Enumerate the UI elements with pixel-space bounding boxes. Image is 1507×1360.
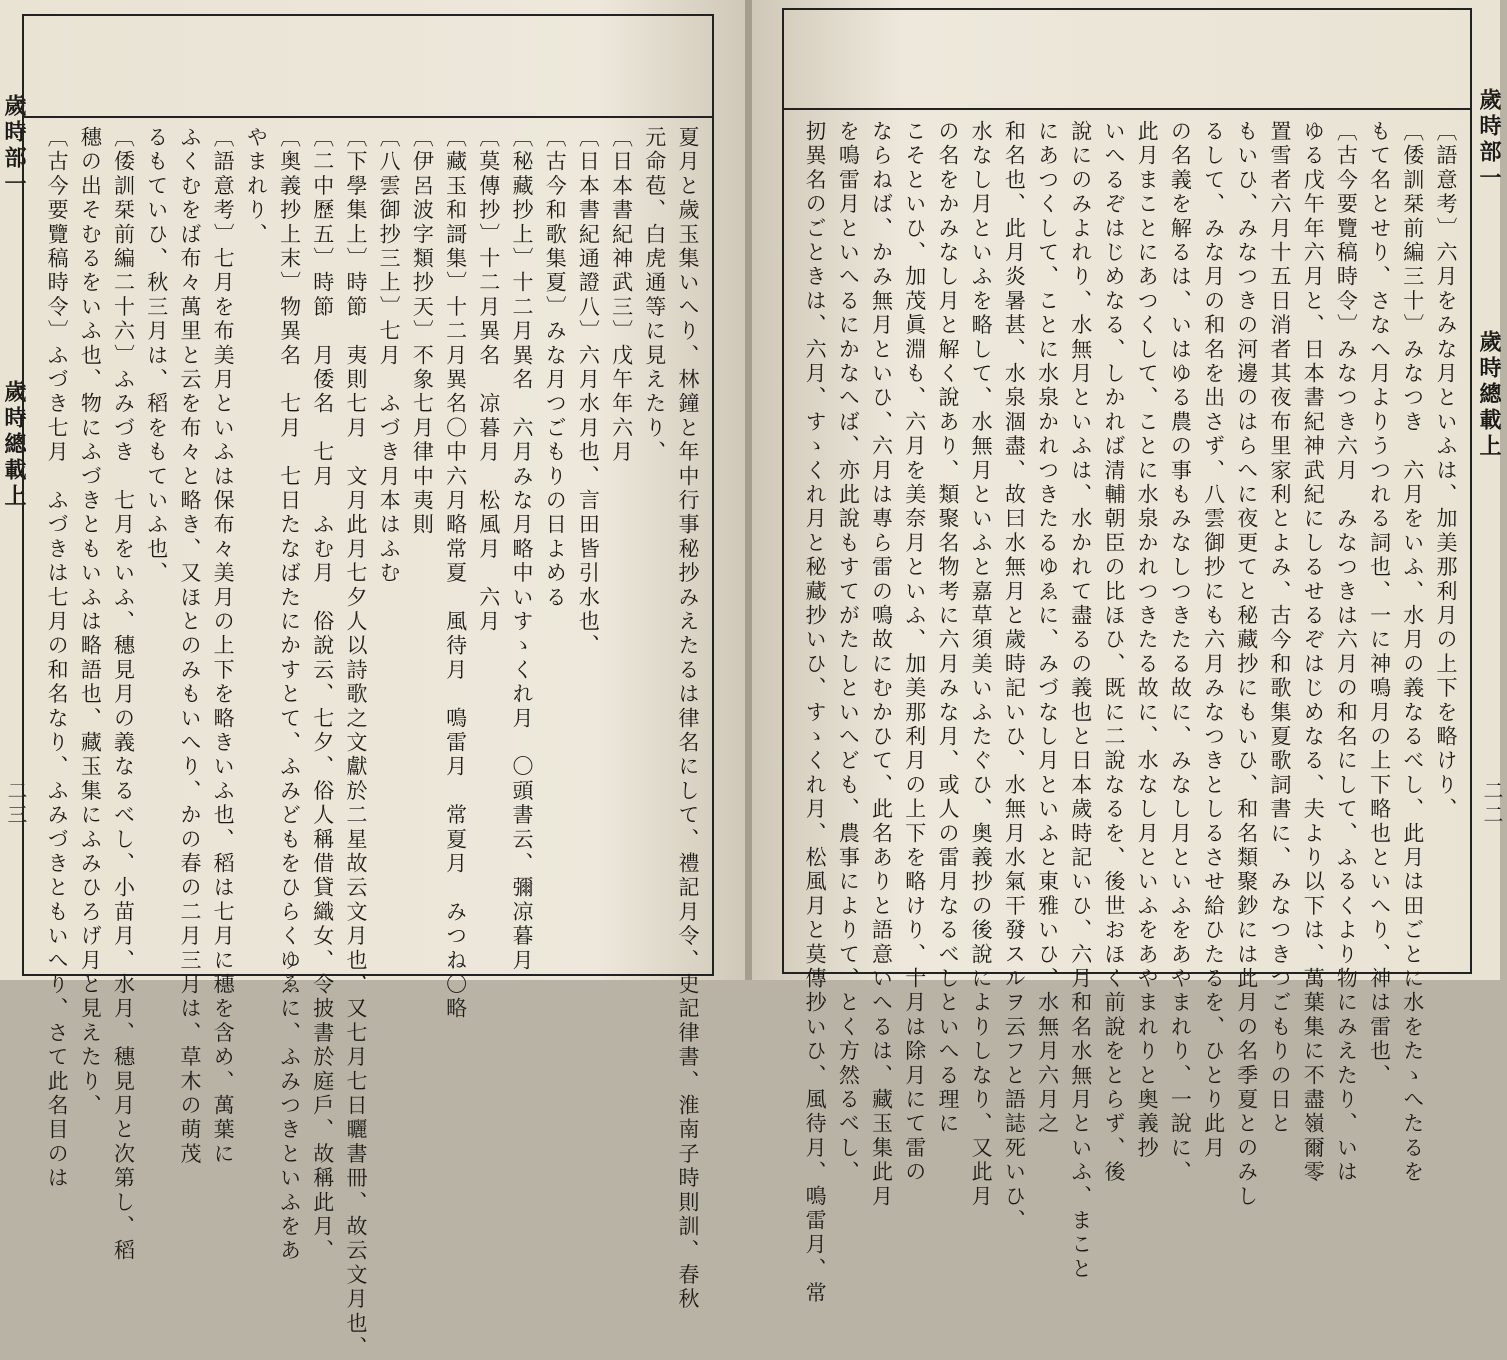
- text-column: 〔語意考〕七月を布美月といふは保布々美月の上下を略きいふ也、稻は七月に穗を含め、萬葉に: [211, 126, 236, 1167]
- right-margin-section: 歲時部一: [1476, 88, 1502, 192]
- text-column: こそといひ、加茂眞淵も、六月を美奈月といふ、加美那利月の上下を略けり、十月は除月にて雷の: [902, 120, 927, 1185]
- left-page: [0, 0, 748, 1360]
- text-column: 〔日本書紀神武三〕戊午年六月: [609, 126, 634, 465]
- text-column: るもていひ、秋三月は、稻をもていふ也、: [144, 126, 169, 586]
- text-column: 〔倭訓栞前編三十〕みなつき 六月をいふ、水月の義なるべし、此月は田ごとに水をたゝへたるを: [1400, 120, 1425, 1185]
- text-column: 元命苞、白虎通等に見えたり、: [642, 126, 667, 465]
- text-column: の名義を解るは、いはゆる農の事もみなしつきたる故に、みなし月といふをあやまれり、一說に、: [1168, 120, 1193, 1185]
- text-column: 〔藏玉和謌集〕十二月異名〇中六月略常夏 風待月 鳴雷月 常夏月 みつね〇略: [443, 126, 468, 1022]
- text-column: 〔倭訓栞前編二十六〕ふみづき 七月をいふ、穗見月の義なるべし、小苗月、水月、穗見月と次第し、稻: [111, 126, 136, 1264]
- text-column: もて名とせり、さなへ月よりうつれる詞也、一に神鳴月の上下略也といへり、神は雷也、: [1367, 120, 1392, 1088]
- text-column: ふくむをば布々萬里と云を布々と略き、又ほとのみもいへり、かの春の二月三月は、草木の萌茂: [177, 126, 202, 1167]
- text-column: 〔八雲御抄三上〕七月 ふづき月本はふむ: [377, 126, 402, 586]
- text-column: 〔奥義抄上末〕物異名 七月 七日たなばたにかすとて、ふみどもをひらくゆゑに、ふみつきといふをあ: [277, 126, 302, 1264]
- text-column: 夏月と歲玉集いへり、林鐘と年中行事秘抄みえたるは律名にして、禮記月令、史記律書、淮南子時則訓、春秋: [676, 126, 700, 1312]
- left-header-rule: [24, 116, 712, 118]
- text-column: にあつくして、ことに水泉かれつきたるゆゑに、みづなし月といふと東雅いひ、水無月六月之: [1035, 120, 1060, 1137]
- text-column: ゆる戊午年六月と、日本書紀神武紀にしるせるぞはじめなる、夫より以下は、萬葉集に不盡嶺爾零: [1301, 120, 1326, 1185]
- left-margin-title: 歲時總載上: [1, 380, 27, 510]
- left-margin-section: 歲時部一: [1, 94, 27, 198]
- right-margin-title: 歲時總載上: [1476, 330, 1502, 460]
- text-column: るして、みな月の和名を出さず、八雲御抄にも六月みなつきとしるさせ給ひたるを、ひとり此月: [1201, 120, 1226, 1161]
- text-column: もいひ、みなつきの河邊のはらへに夜更てと秘藏抄にもいひ、和名類聚鈔には此月の名季夏とのみし: [1234, 120, 1259, 1209]
- left-body-text: [32, 126, 704, 1360]
- text-column: 〔下學集上〕時節 夷則七月 文月此月七夕人以詩歌之文獻於二星故云文月也、又七月七日曬書冊、故云文月也、: [343, 126, 368, 1360]
- text-column: 〔古今和歌集夏〕みな月つごもりの日よめる: [543, 126, 568, 610]
- text-column: 水なし月といふを略して、水無月といふと嘉草須美いふたぐひ、奥義抄の後說によりしなり、又此月: [969, 120, 994, 1209]
- text-column: 〔二中歷五〕時節 月倭名 七月 ふむ月 俗說云、七夕、俗人稱借貸織女、令披書於庭戶、故稱此月、: [310, 126, 335, 1264]
- left-page-number: 二三: [4, 780, 28, 828]
- right-page-number: 二二: [1480, 780, 1504, 828]
- text-column: を鳴雷月といへるにかなへば、亦此說もすてがたしといへども、農事によりて、とく方然るべし、: [836, 120, 861, 1185]
- text-column: 〔莫傳抄〕十二月異名 凉暮月 松風月 六月: [476, 126, 501, 635]
- right-page: [752, 0, 1504, 1306]
- text-column: 〔伊呂波字類抄天〕不象七月律中夷則: [410, 126, 435, 538]
- text-column: 扨異名のごときは、六月、すゝくれ月と秘藏抄いひ、すゝくれ月、松風月と莫傳抄いひ、風待月、鳴雷月、常: [803, 120, 828, 1306]
- text-column: ならねば、かみ無月といひ、六月は專ら雷の鳴故にむかひて、此名ありと語意いへるは、藏玉集此月: [869, 120, 894, 1209]
- text-column: 〔秘藏抄上〕十二月異名 六月みな月略中いすゝくれ月 〇頭書云、彌凉暮月: [509, 126, 534, 973]
- right-text-frame: [782, 8, 1472, 1306]
- text-column: 穗の出そむるをいふ也、物にふづきともいふは略語也、藏玉集にふみひろげ月と見えたり、: [78, 126, 103, 1119]
- text-column: 〔古今要覽稿時令〕ふづき七月 ふづきは七月の和名なり、ふみづきともいへり、さて此名目のは: [45, 126, 70, 1191]
- text-column: 此月まことにあつくして、ことに水泉かれつきたる故に、水なし月といふをあやまれりと奥義抄: [1135, 120, 1160, 1161]
- text-column: 〔古今要覽稿時令〕みなつき六月 みなつきは六月の和名にして、ふるくより物にみえたり、いは: [1334, 120, 1359, 1185]
- text-column: やまれり、: [244, 126, 269, 247]
- right-body-text: [792, 120, 1462, 1306]
- text-column: 〔語意考〕六月をみな月といふは、加美那利月の上下を略けり、: [1434, 120, 1458, 822]
- text-column: 置雪者六月十五日消者其夜布里家利とよみ、古今和歌集夏歌詞書に、みなつきつごもりの日と: [1267, 120, 1292, 1137]
- text-column: 〔日本書紀通證八〕六月水月也、言田皆引水也、: [576, 126, 601, 659]
- text-column: の名をかみなし月と解く說あり、類聚名物考に六月みな月、或人の雷月なるべしといへる理に: [935, 120, 960, 1137]
- text-column: 說にのみよれり、水無月といふは、水かれて盡るの義也と日本歲時記いひ、六月和名水無月といふ、まこと: [1068, 120, 1093, 1282]
- right-header-rule: [784, 108, 1470, 110]
- text-column: 和名也、此月炎暑甚、水泉涸盡、故曰水無月と歲時記いひ、水無月水氣干發スルヲ云フと語誌死いひ、: [1002, 120, 1027, 1234]
- left-text-frame: [22, 14, 714, 1360]
- text-column: いへるぞはじめなる、しかれば清輔朝臣の比ほひ、既に二說なるを、後世おほく前說をとらず、後: [1101, 120, 1126, 1185]
